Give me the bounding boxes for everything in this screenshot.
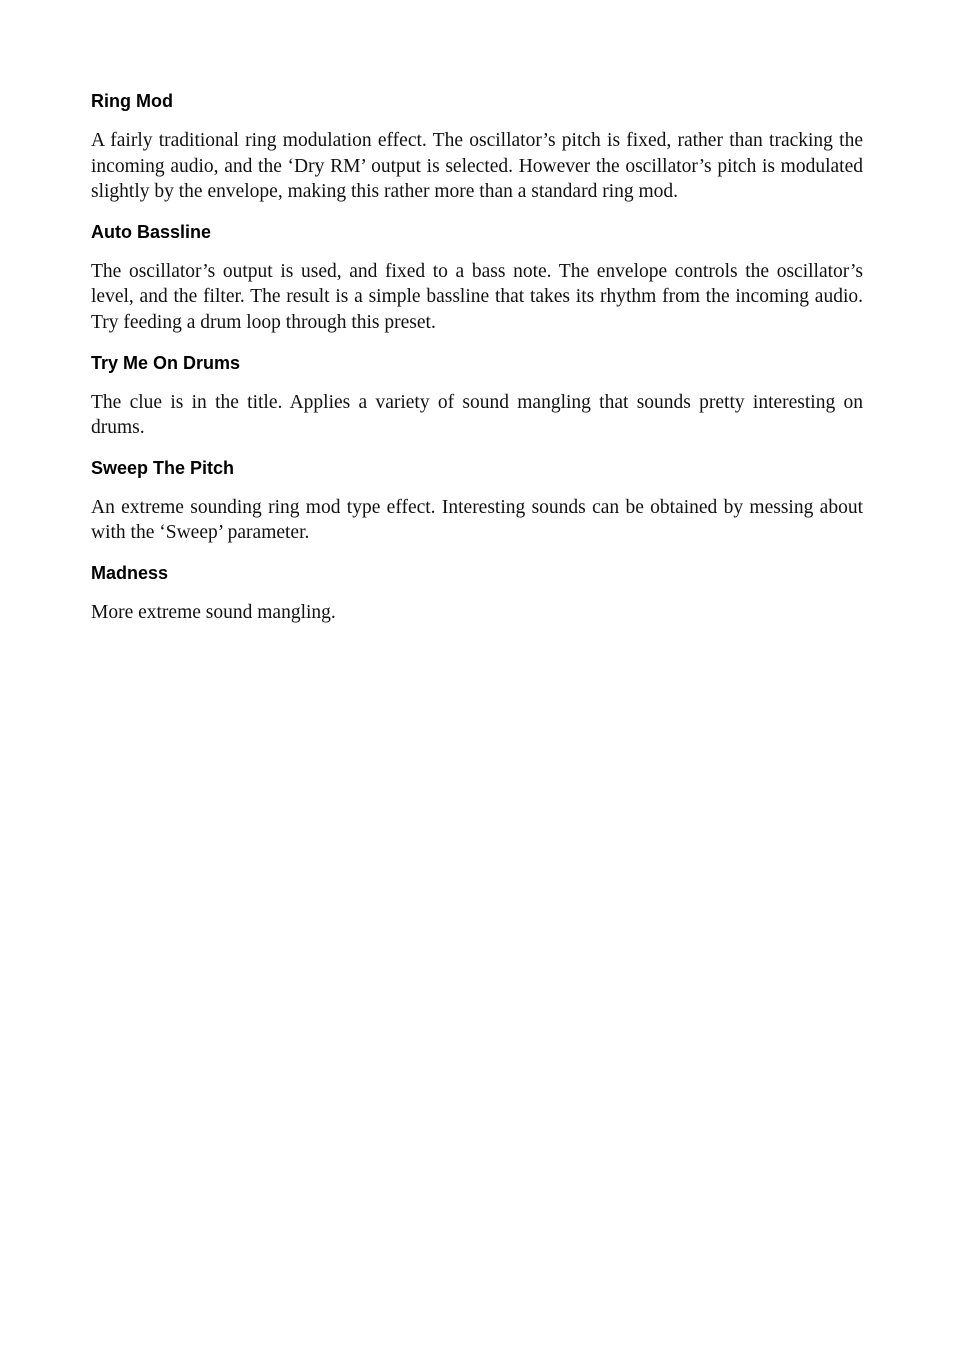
section-try-me-on-drums	[91, 350, 863, 441]
section-heading: Ring Mod	[91, 91, 173, 111]
section-heading: Madness	[91, 562, 169, 583]
section-madness	[91, 560, 863, 626]
section-paragraph: More extreme sound mangling.	[91, 601, 336, 623]
section-paragraph: The oscillator’s output is used, and fixed to a bass note. The envelope controls the oscillator’s level, and the filter. The result is a simple bassline that takes its rhythm from the incoming audio. Try feeding a drum loop through this preset.	[91, 260, 863, 333]
section-auto-bassline	[91, 219, 863, 336]
section-paragraph: The clue is in the title. Applies a variety of sound mangling that sounds pretty interesting on drums.	[91, 391, 863, 439]
section-heading: Try Me On Drums	[91, 352, 241, 373]
section-heading: Sweep The Pitch	[91, 457, 235, 478]
document-page	[91, 88, 863, 640]
section-heading: Auto Bassline	[91, 221, 212, 242]
section-paragraph: A fairly traditional ring modulation effect. The oscillator’s pitch is fixed, rather than tracking the incoming audio, and the ‘Dry RM’ output is selected. However the oscillator’s pitch is modulated slightly by the envelope, making this rather more than a standard ring mod.	[91, 130, 863, 203]
section-ring-mod	[91, 88, 863, 205]
section-paragraph: An extreme sounding ring mod type effect. Interesting sounds can be obtained by messing about with the ‘Sweep’ parameter.	[91, 496, 863, 544]
section-sweep-the-pitch	[91, 455, 863, 546]
